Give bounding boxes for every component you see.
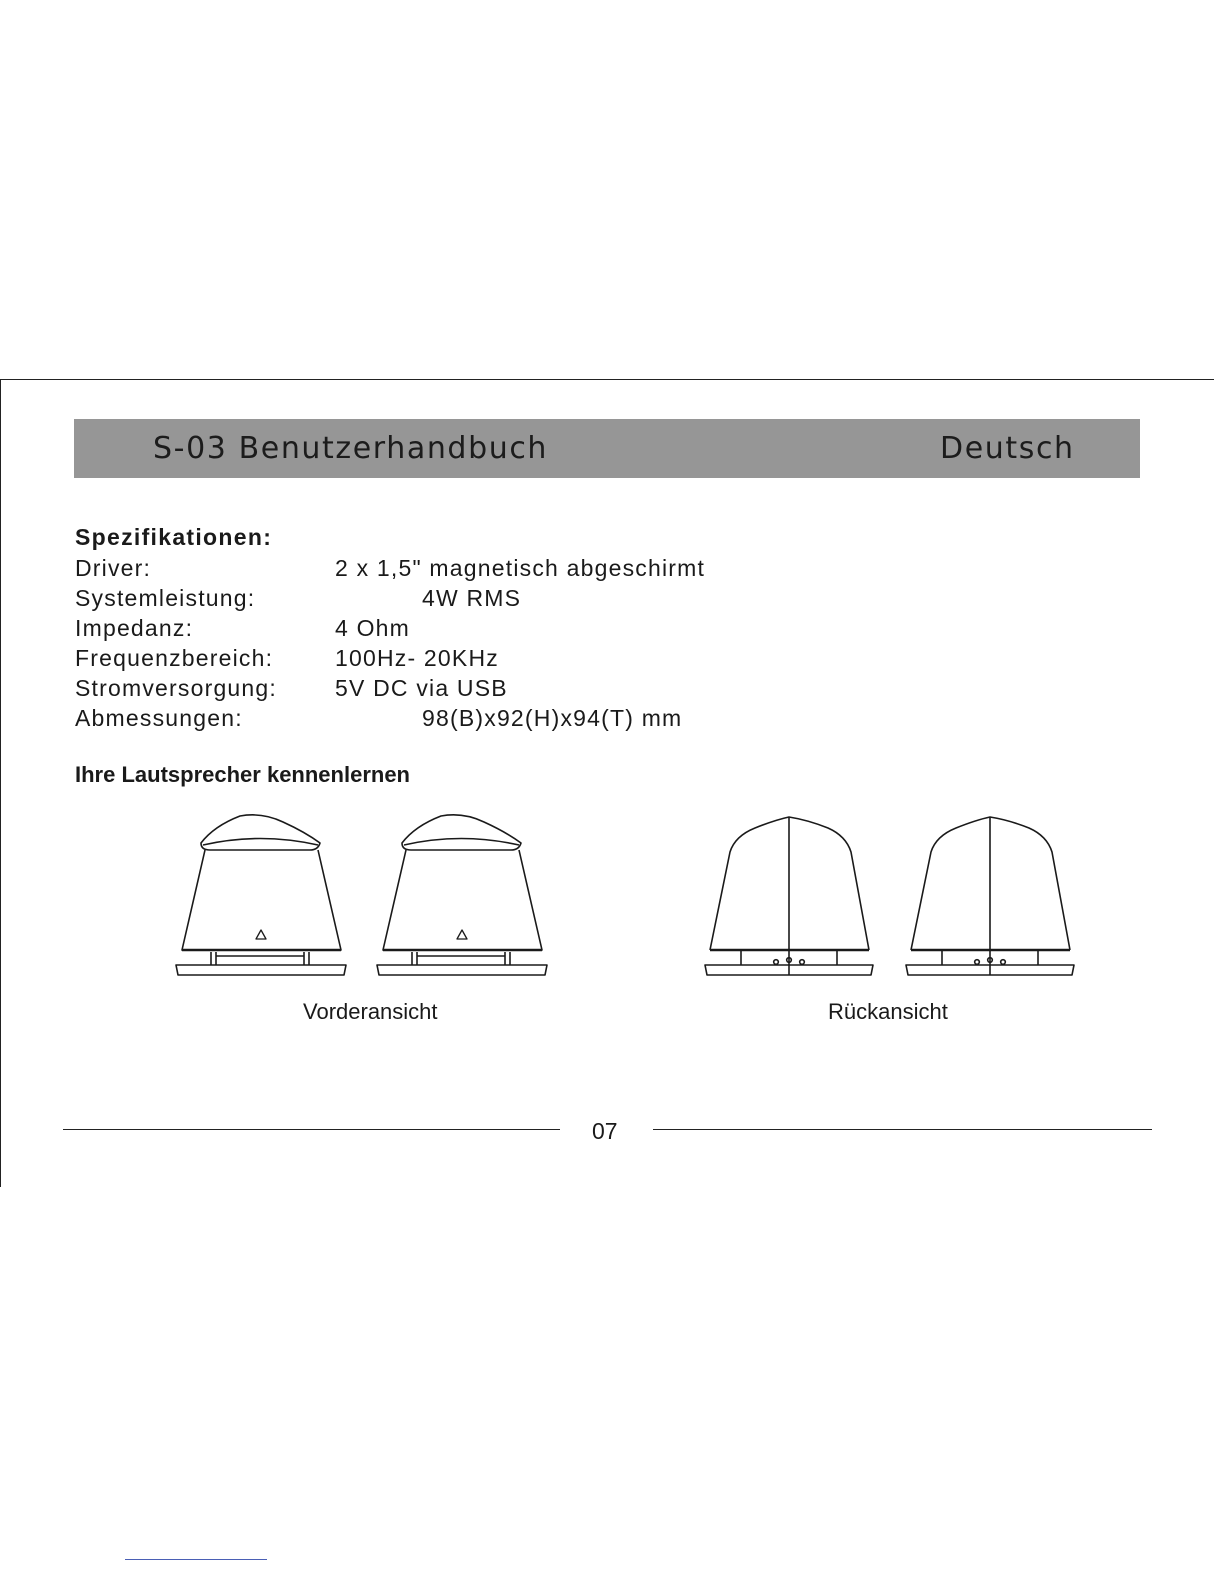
specifications-heading: Spezifikationen: bbox=[75, 524, 273, 550]
spec-value-dimensions: 98(B)x92(H)x94(T) mm bbox=[422, 705, 683, 731]
back-speaker-right bbox=[906, 817, 1074, 975]
manual-title: S-03 Benutzerhandbuch bbox=[153, 431, 549, 466]
spec-label-dimensions: Abmessungen: bbox=[75, 705, 243, 731]
front-speaker-right bbox=[377, 815, 547, 975]
spec-value-impedance: 4 Ohm bbox=[335, 615, 411, 641]
spec-label-impedance: Impedanz: bbox=[75, 615, 194, 641]
back-speaker-left bbox=[705, 817, 873, 975]
page-number: 07 bbox=[592, 1118, 618, 1144]
spec-label-driver: Driver: bbox=[75, 555, 152, 581]
spec-label-system-power: Systemleistung: bbox=[75, 585, 256, 611]
spec-value-power-supply: 5V DC via USB bbox=[335, 675, 508, 701]
spec-value-frequency-range: 100Hz- 20KHz bbox=[335, 645, 499, 671]
language-label: Deutsch bbox=[940, 431, 1075, 466]
back-view-caption: Rückansicht bbox=[828, 999, 948, 1024]
front-view-caption: Vorderansicht bbox=[303, 999, 438, 1024]
spec-label-frequency-range: Frequenzbereich: bbox=[75, 645, 274, 671]
speakers-section-heading: Ihre Lautsprecher kennenlernen bbox=[75, 762, 410, 787]
spec-label-power-supply: Stromversorgung: bbox=[75, 675, 277, 701]
spec-value-driver: 2 x 1,5" magnetisch abgeschirmt bbox=[335, 555, 706, 581]
front-speaker-left bbox=[176, 815, 346, 975]
footer-rule-right bbox=[653, 1129, 1152, 1130]
bottom-divider-line bbox=[125, 1559, 267, 1560]
spec-value-system-power: 4W RMS bbox=[422, 585, 522, 611]
footer-rule-left bbox=[63, 1129, 560, 1130]
